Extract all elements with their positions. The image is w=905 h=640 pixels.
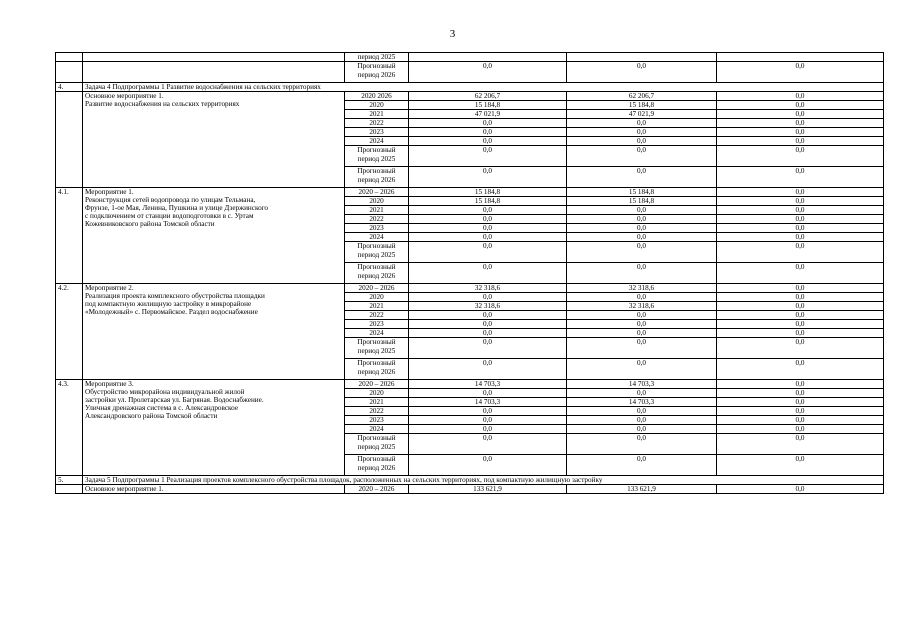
page-number: 3 [449, 28, 456, 40]
forecast-label: Прогнозный [357, 434, 396, 442]
period-cell: 2022 [345, 215, 409, 224]
row-description [83, 62, 345, 83]
value-cell: 0,0 [409, 434, 567, 455]
period-cell: 2022 [345, 311, 409, 320]
period-cell: 2020 – 2026 [345, 284, 409, 293]
value-cell: 0,0 [567, 206, 717, 215]
period-cell [345, 455, 409, 476]
value-cell: 15 184,8 [567, 188, 717, 197]
value-cell: 0,0 [717, 425, 884, 434]
value-cell: 0,0 [717, 407, 884, 416]
value-cell: 0,0 [567, 389, 717, 398]
period-cell: 2023 [345, 224, 409, 233]
value-cell: 0,0 [409, 416, 567, 425]
period-label: период 2025 [357, 443, 396, 451]
value-cell: 0,0 [409, 146, 567, 167]
value-cell: 0,0 [567, 455, 717, 476]
period-label: период 2025 [357, 347, 396, 355]
value-cell: 0,0 [717, 302, 884, 311]
value-cell: 0,0 [717, 455, 884, 476]
value-cell [567, 53, 717, 62]
value-cell: 0,0 [409, 128, 567, 137]
value-cell: 0,0 [567, 329, 717, 338]
table-row [56, 284, 884, 293]
value-cell: 0,0 [567, 434, 717, 455]
period-cell [345, 338, 409, 359]
value-cell: 0,0 [567, 224, 717, 233]
value-cell: 0,0 [567, 215, 717, 224]
forecast-label: Прогнозный [357, 359, 396, 367]
row-description [83, 284, 345, 380]
value-cell: 0,0 [717, 263, 884, 284]
row-number: 4. [56, 83, 83, 92]
value-cell: 47 021,9 [567, 110, 717, 119]
forecast-label: Прогнозный [357, 146, 396, 154]
description-line: с подключением от станции водоподготовки в с. Уртам [85, 212, 254, 220]
value-cell: 15 184,8 [409, 188, 567, 197]
period-label: период 2026 [357, 272, 396, 280]
value-cell: 14 703,3 [409, 380, 567, 389]
row-number: 5. [56, 476, 83, 485]
period-cell: 2024 [345, 329, 409, 338]
description-line: Реконструкция сетей водопровода по улицам Тельмана, [85, 196, 256, 204]
value-cell: 133 621,9 [567, 485, 717, 494]
period-label: период 2025 [357, 53, 396, 61]
table-row [56, 380, 884, 389]
value-cell: 0,0 [717, 398, 884, 407]
period-label: период 2026 [357, 71, 396, 79]
row-number: 4.3. [56, 380, 83, 476]
value-cell: 0,0 [567, 311, 717, 320]
value-cell: 0,0 [409, 62, 567, 83]
value-cell: 0,0 [409, 263, 567, 284]
funding-table-body [56, 53, 884, 494]
period-cell: 2021 [345, 206, 409, 215]
value-cell: 0,0 [567, 233, 717, 242]
value-cell: 0,0 [717, 206, 884, 215]
value-cell: 0,0 [717, 146, 884, 167]
value-cell: 0,0 [567, 137, 717, 146]
forecast-label: Прогнозный [357, 167, 396, 175]
period-cell [345, 53, 409, 62]
value-cell: 0,0 [717, 197, 884, 206]
period-cell: 2022 [345, 119, 409, 128]
value-cell: 0,0 [567, 425, 717, 434]
period-cell: 2020 – 2026 [345, 188, 409, 197]
value-cell: 0,0 [409, 206, 567, 215]
period-cell: 2020 – 2026 [345, 485, 409, 494]
period-label: период 2025 [357, 251, 396, 259]
value-cell: 0,0 [567, 167, 717, 188]
table-row [56, 188, 884, 197]
table-row [56, 53, 884, 62]
row-description [83, 92, 345, 188]
value-cell: 0,0 [717, 62, 884, 83]
value-cell: 47 021,9 [409, 110, 567, 119]
value-cell: 133 621,9 [409, 485, 567, 494]
row-description [83, 380, 345, 476]
period-cell: 2024 [345, 425, 409, 434]
period-cell: 2020 [345, 293, 409, 302]
value-cell: 0,0 [717, 284, 884, 293]
value-cell: 0,0 [717, 380, 884, 389]
value-cell: 0,0 [567, 119, 717, 128]
value-cell: 0,0 [567, 407, 717, 416]
period-cell: 2021 [345, 110, 409, 119]
period-cell: 2023 [345, 416, 409, 425]
period-label: период 2026 [357, 464, 396, 472]
period-cell: 2024 [345, 233, 409, 242]
description-line: Александровского района Томской области [85, 412, 218, 420]
value-cell [717, 53, 884, 62]
value-cell: 0,0 [567, 242, 717, 263]
description-line: Реализация проекта комплексного обустройства площадки [85, 292, 265, 300]
value-cell: 32 318,6 [567, 284, 717, 293]
row-number [56, 485, 83, 494]
period-cell: 2024 [345, 137, 409, 146]
value-cell: 62 206,7 [409, 92, 567, 101]
row-number: 4.2. [56, 284, 83, 380]
value-cell: 0,0 [717, 233, 884, 242]
value-cell: 0,0 [409, 224, 567, 233]
description-line: под компактную жилищную застройку в микрорайоне [85, 300, 252, 308]
period-cell: 2023 [345, 320, 409, 329]
period-cell: 2020 – 2026 [345, 380, 409, 389]
value-cell: 15 184,8 [409, 197, 567, 206]
forecast-label: Прогнозный [357, 455, 396, 463]
row-number [56, 53, 83, 62]
description-line: Кожевниковского района Томской области [85, 220, 215, 228]
value-cell: 0,0 [717, 338, 884, 359]
value-cell: 0,0 [409, 407, 567, 416]
value-cell: 0,0 [717, 128, 884, 137]
value-cell: 0,0 [409, 137, 567, 146]
description-line: застройки ул. Пролетарская ул. Багряная. Водоснабжение. [85, 396, 264, 404]
table-row [56, 62, 884, 83]
value-cell: 0,0 [717, 188, 884, 197]
value-cell: 62 206,7 [567, 92, 717, 101]
value-cell: 0,0 [717, 485, 884, 494]
task-title: Задача 5 Подпрограммы 1 Реализация проектов комплексного обустройства площадок, расположенных на сельских территориях, под компактную жилищную застройку [83, 476, 884, 485]
period-cell: 2022 [345, 407, 409, 416]
row-description [83, 188, 345, 284]
value-cell: 15 184,8 [567, 101, 717, 110]
value-cell: 0,0 [409, 167, 567, 188]
value-cell: 0,0 [717, 293, 884, 302]
value-cell: 0,0 [717, 215, 884, 224]
value-cell: 0,0 [717, 101, 884, 110]
value-cell: 0,0 [717, 137, 884, 146]
value-cell: 0,0 [717, 329, 884, 338]
description-line: Основное мероприятие 1. [85, 92, 164, 100]
period-label: период 2026 [357, 176, 396, 184]
row-description [83, 53, 345, 62]
value-cell: 0,0 [717, 389, 884, 398]
value-cell: 15 184,8 [567, 197, 717, 206]
value-cell: 0,0 [567, 416, 717, 425]
value-cell: 0,0 [567, 320, 717, 329]
value-cell: 0,0 [409, 119, 567, 128]
value-cell: 0,0 [409, 242, 567, 263]
value-cell [409, 53, 567, 62]
period-cell: 2020 [345, 101, 409, 110]
period-cell: 2020 [345, 389, 409, 398]
row-number: 4.1. [56, 188, 83, 284]
value-cell: 0,0 [567, 263, 717, 284]
description-line: Мероприятие 2. [85, 284, 134, 292]
description-line: Мероприятие 1. [85, 188, 134, 196]
period-cell [345, 359, 409, 380]
forecast-label: Прогнозный [357, 263, 396, 271]
value-cell: 32 318,6 [567, 302, 717, 311]
value-cell: 0,0 [567, 146, 717, 167]
value-cell: 14 703,3 [567, 380, 717, 389]
funding-table [55, 52, 884, 494]
value-cell: 0,0 [409, 425, 567, 434]
row-number [56, 62, 83, 83]
value-cell: 0,0 [717, 224, 884, 233]
period-cell [345, 434, 409, 455]
description-line: Уличная дренажная система в с. Александровское [85, 404, 239, 412]
table-row [56, 92, 884, 101]
period-cell [345, 242, 409, 263]
value-cell: 0,0 [409, 389, 567, 398]
value-cell: 0,0 [717, 434, 884, 455]
value-cell: 0,0 [409, 329, 567, 338]
value-cell: 0,0 [409, 215, 567, 224]
task-row [56, 476, 884, 485]
value-cell: 0,0 [717, 242, 884, 263]
period-cell: 2021 [345, 398, 409, 407]
description-line: Основное мероприятие 1. [85, 485, 164, 493]
value-cell: 0,0 [567, 359, 717, 380]
value-cell: 0,0 [567, 62, 717, 83]
value-cell: 0,0 [409, 311, 567, 320]
value-cell: 15 184,8 [409, 101, 567, 110]
period-cell: 2023 [345, 128, 409, 137]
description-line: Развитие водоснабжения на сельских территориях [85, 100, 240, 108]
period-cell [345, 146, 409, 167]
value-cell: 32 318,6 [409, 284, 567, 293]
value-cell: 0,0 [567, 293, 717, 302]
value-cell: 14 703,3 [567, 398, 717, 407]
description-line: Мероприятие 3. [85, 380, 134, 388]
period-cell [345, 62, 409, 83]
value-cell: 0,0 [409, 359, 567, 380]
row-number [56, 92, 83, 188]
value-cell: 0,0 [409, 293, 567, 302]
period-cell: 2020 [345, 197, 409, 206]
value-cell: 0,0 [409, 233, 567, 242]
forecast-label: Прогнозный [357, 338, 396, 346]
forecast-label: Прогнозный [357, 242, 396, 250]
value-cell: 0,0 [567, 338, 717, 359]
value-cell: 0,0 [717, 320, 884, 329]
value-cell: 0,0 [409, 320, 567, 329]
task-row [56, 83, 884, 92]
value-cell: 0,0 [717, 92, 884, 101]
value-cell: 0,0 [717, 359, 884, 380]
value-cell: 0,0 [717, 167, 884, 188]
task-title: Задача 4 Подпрограммы 1 Развитие водоснабжения на сельских территориях [83, 83, 884, 92]
period-label: период 2025 [357, 155, 396, 163]
period-cell [345, 167, 409, 188]
value-cell: 0,0 [409, 338, 567, 359]
table-row [56, 485, 884, 494]
value-cell: 0,0 [717, 119, 884, 128]
value-cell: 0,0 [409, 455, 567, 476]
forecast-label: Прогнозный [357, 62, 396, 70]
description-line: Обустройство микрорайона индивидуальной жилой [85, 388, 245, 396]
value-cell: 32 318,6 [409, 302, 567, 311]
value-cell: 0,0 [717, 311, 884, 320]
row-description [83, 485, 345, 494]
period-label: период 2026 [357, 368, 396, 376]
period-cell: 2020 2026 [345, 92, 409, 101]
description-line: Фрунзе, 1-ое Мая, Ленина, Пушкина и улице Дзержинского [85, 204, 269, 212]
period-cell [345, 263, 409, 284]
value-cell: 14 703,3 [409, 398, 567, 407]
value-cell: 0,0 [717, 416, 884, 425]
value-cell: 0,0 [567, 128, 717, 137]
period-cell: 2021 [345, 302, 409, 311]
description-line: «Молодежный» с. Первомайское. Раздел водоснабжение [85, 308, 258, 316]
value-cell: 0,0 [717, 110, 884, 119]
